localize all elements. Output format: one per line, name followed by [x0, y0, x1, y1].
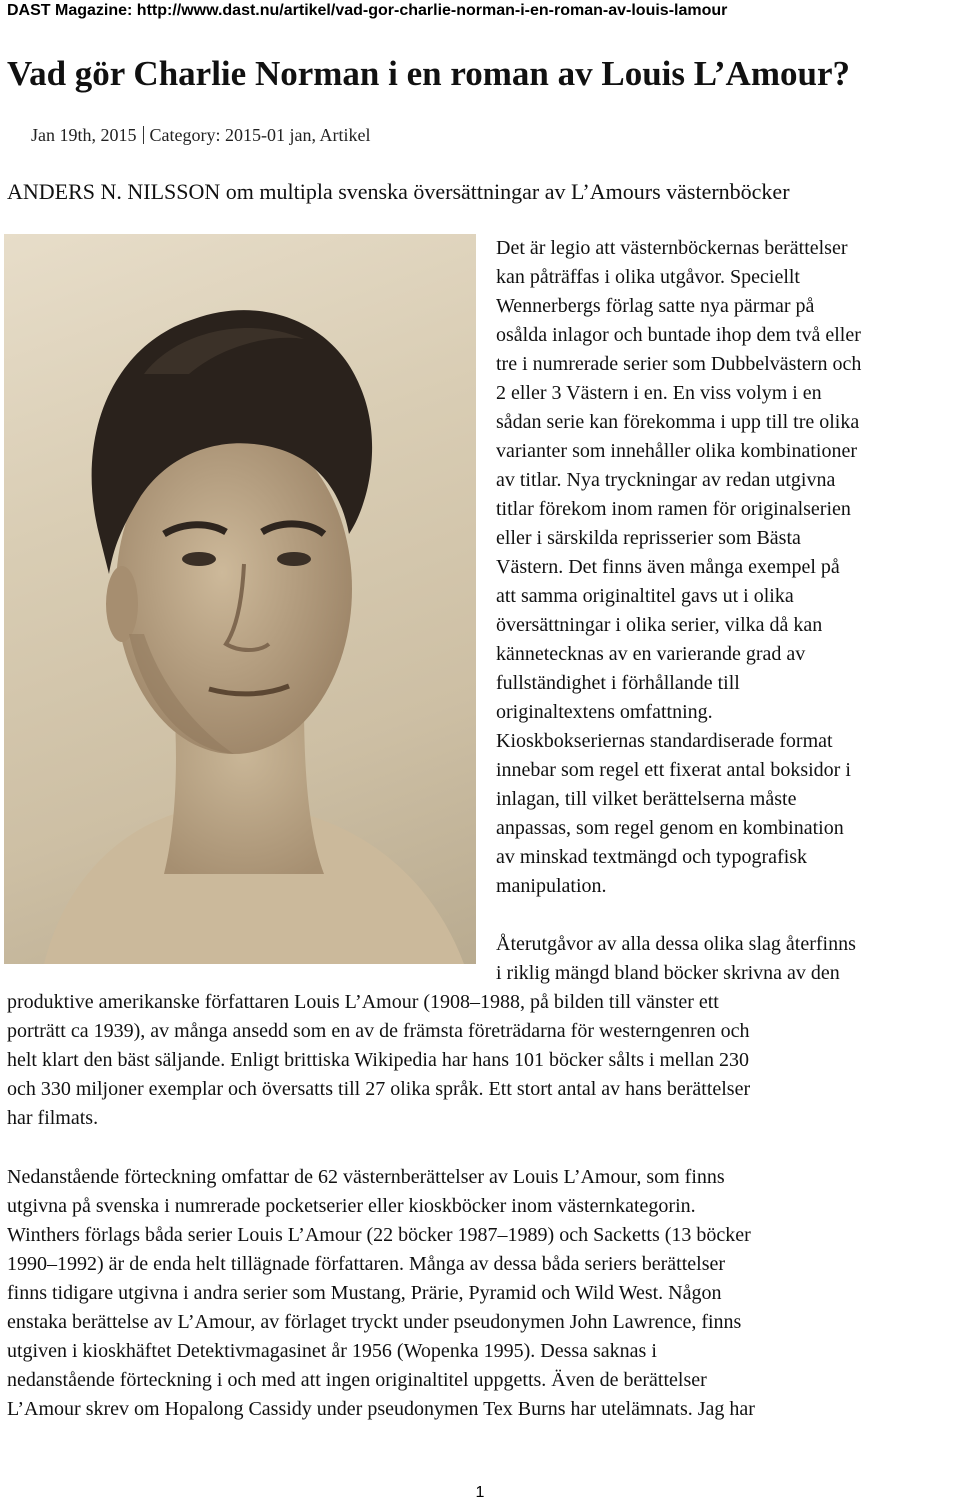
text-line: eller i särskilda reprisserier som Bästa — [496, 527, 801, 549]
text-line: sådan serie kan förekomma i upp till tre olika — [496, 411, 860, 433]
text-line: finns tidigare utgivna i andra serier som Mustang, Prärie, Pyramid och Wild West. Någon — [7, 1282, 722, 1304]
text-line: utgiven i kioskhäftet Detektivmagasinet år 1956 (Wopenka 1995). Dessa saknas i — [7, 1340, 657, 1362]
text-line: kan påträffas i olika utgåvor. Speciellt — [496, 266, 800, 288]
text-line: 1990–1992) är de enda helt tillägnade författaren. Många av dessa båda seriers berättelser — [7, 1253, 726, 1275]
text-line: innebar som regel ett fixerat antal boksidor i — [496, 759, 851, 781]
text-line: fullständighet i förhållande till — [496, 672, 740, 694]
text-line: Winthers förlags båda serier Louis L’Amour (22 böcker 1987–1989) och Sacketts (13 böcker — [7, 1224, 751, 1246]
text-line: varianter som innehåller olika kombinationer — [496, 440, 857, 462]
text-line: kännetecknas av en varierande grad av — [496, 643, 806, 665]
text-line: Det är legio att västernböckernas berättelser — [496, 237, 848, 259]
paragraph-2 — [7, 988, 952, 1133]
article-title: Vad gör Charlie Norman i en roman av Louis L’Amour? — [7, 54, 850, 93]
paragraph-2-column — [496, 930, 956, 988]
text-line: har filmats. — [7, 1107, 99, 1129]
meta-separator — [143, 126, 144, 144]
text-line: nedanstående förteckning i och med att ingen originaltitel uppgetts. Även de berättelser — [7, 1369, 707, 1391]
text-line: helt klart den bäst säljande. Enligt brittiska Wikipedia har hans 101 böcker sålts i mellan 230 — [7, 1049, 749, 1071]
text-line: enstaka berättelse av L’Amour, av förlaget tryckt under pseudonymen John Lawrence, finns — [7, 1311, 742, 1333]
text-line: utgivna på svenska i numrerade pocketserier eller kioskböcker inom västernkategorin. — [7, 1195, 696, 1217]
text-line: att samma originaltitel gavs ut i olika — [496, 585, 794, 607]
portrait-illustration — [4, 234, 476, 964]
text-line: tre i numrerade serier som Dubbelvästern och — [496, 353, 862, 375]
text-line: översättningar i olika serier, vilka då kan — [496, 614, 823, 636]
text-line: Kioskbokseriernas standardiserade format — [496, 730, 833, 752]
text-line: Nedanstående förteckning omfattar de 62 västernberättelser av Louis L’Amour, som finns — [7, 1166, 725, 1188]
article-date: Jan 19th, 2015 — [31, 125, 137, 145]
text-line: porträtt ca 1939), av många ansedd som en av de främsta företrädarna för westerngenren och — [7, 1020, 750, 1042]
text-line: Västern. Det finns även många exempel på — [496, 556, 840, 578]
page-number: 1 — [475, 1484, 485, 1501]
text-line: originaltextens omfattning. — [496, 701, 713, 723]
text-line: och 330 miljoner exemplar och översatts till 27 olika språk. Ett stort antal av hans berättelser — [7, 1078, 751, 1100]
paragraph-3 — [7, 1163, 952, 1424]
page-header-url: DAST Magazine: http://www.dast.nu/artikel/vad-gor-charlie-norman-i-en-roman-av-louis-lamour — [7, 2, 728, 19]
text-line: osålda inlagor och buntade ihop dem två eller — [496, 324, 861, 346]
article-category: Category: 2015-01 jan, Artikel — [149, 125, 371, 145]
text-line: manipulation. — [496, 875, 607, 897]
text-line: L’Amour skrev om Hopalong Cassidy under pseudonymen Tex Burns har utelämnats. Jag har — [7, 1398, 755, 1420]
text-line: av minskad textmängd och typografisk — [496, 846, 808, 868]
text-line: titlar förekom inom ramen för originalserien — [496, 498, 851, 520]
text-line: anpassas, som regel genom en kombination — [496, 817, 844, 839]
text-line: 2 eller 3 Västern i en. En viss volym i en — [496, 382, 822, 404]
text-line: Återutgåvor av alla dessa olika slag återfinns — [496, 933, 856, 955]
text-line: produktive amerikanske författaren Louis L’Amour (1908–1988, på bilden till vänster ett — [7, 991, 719, 1013]
text-line: i riklig mängd bland böcker skrivna av den — [496, 962, 840, 984]
article-meta — [31, 122, 370, 148]
article-subheading: ANDERS N. NILSSON om multipla svenska översättningar av L’Amours västernböcker — [7, 179, 790, 204]
paragraph-1 — [496, 234, 956, 901]
portrait-photo — [4, 234, 476, 964]
text-line: av titlar. Nya tryckningar av redan utgivna — [496, 469, 836, 491]
text-line: Wennerbergs förlag satte nya pärmar på — [496, 295, 815, 317]
text-line: inlagan, till vilket berättelserna måste — [496, 788, 797, 810]
